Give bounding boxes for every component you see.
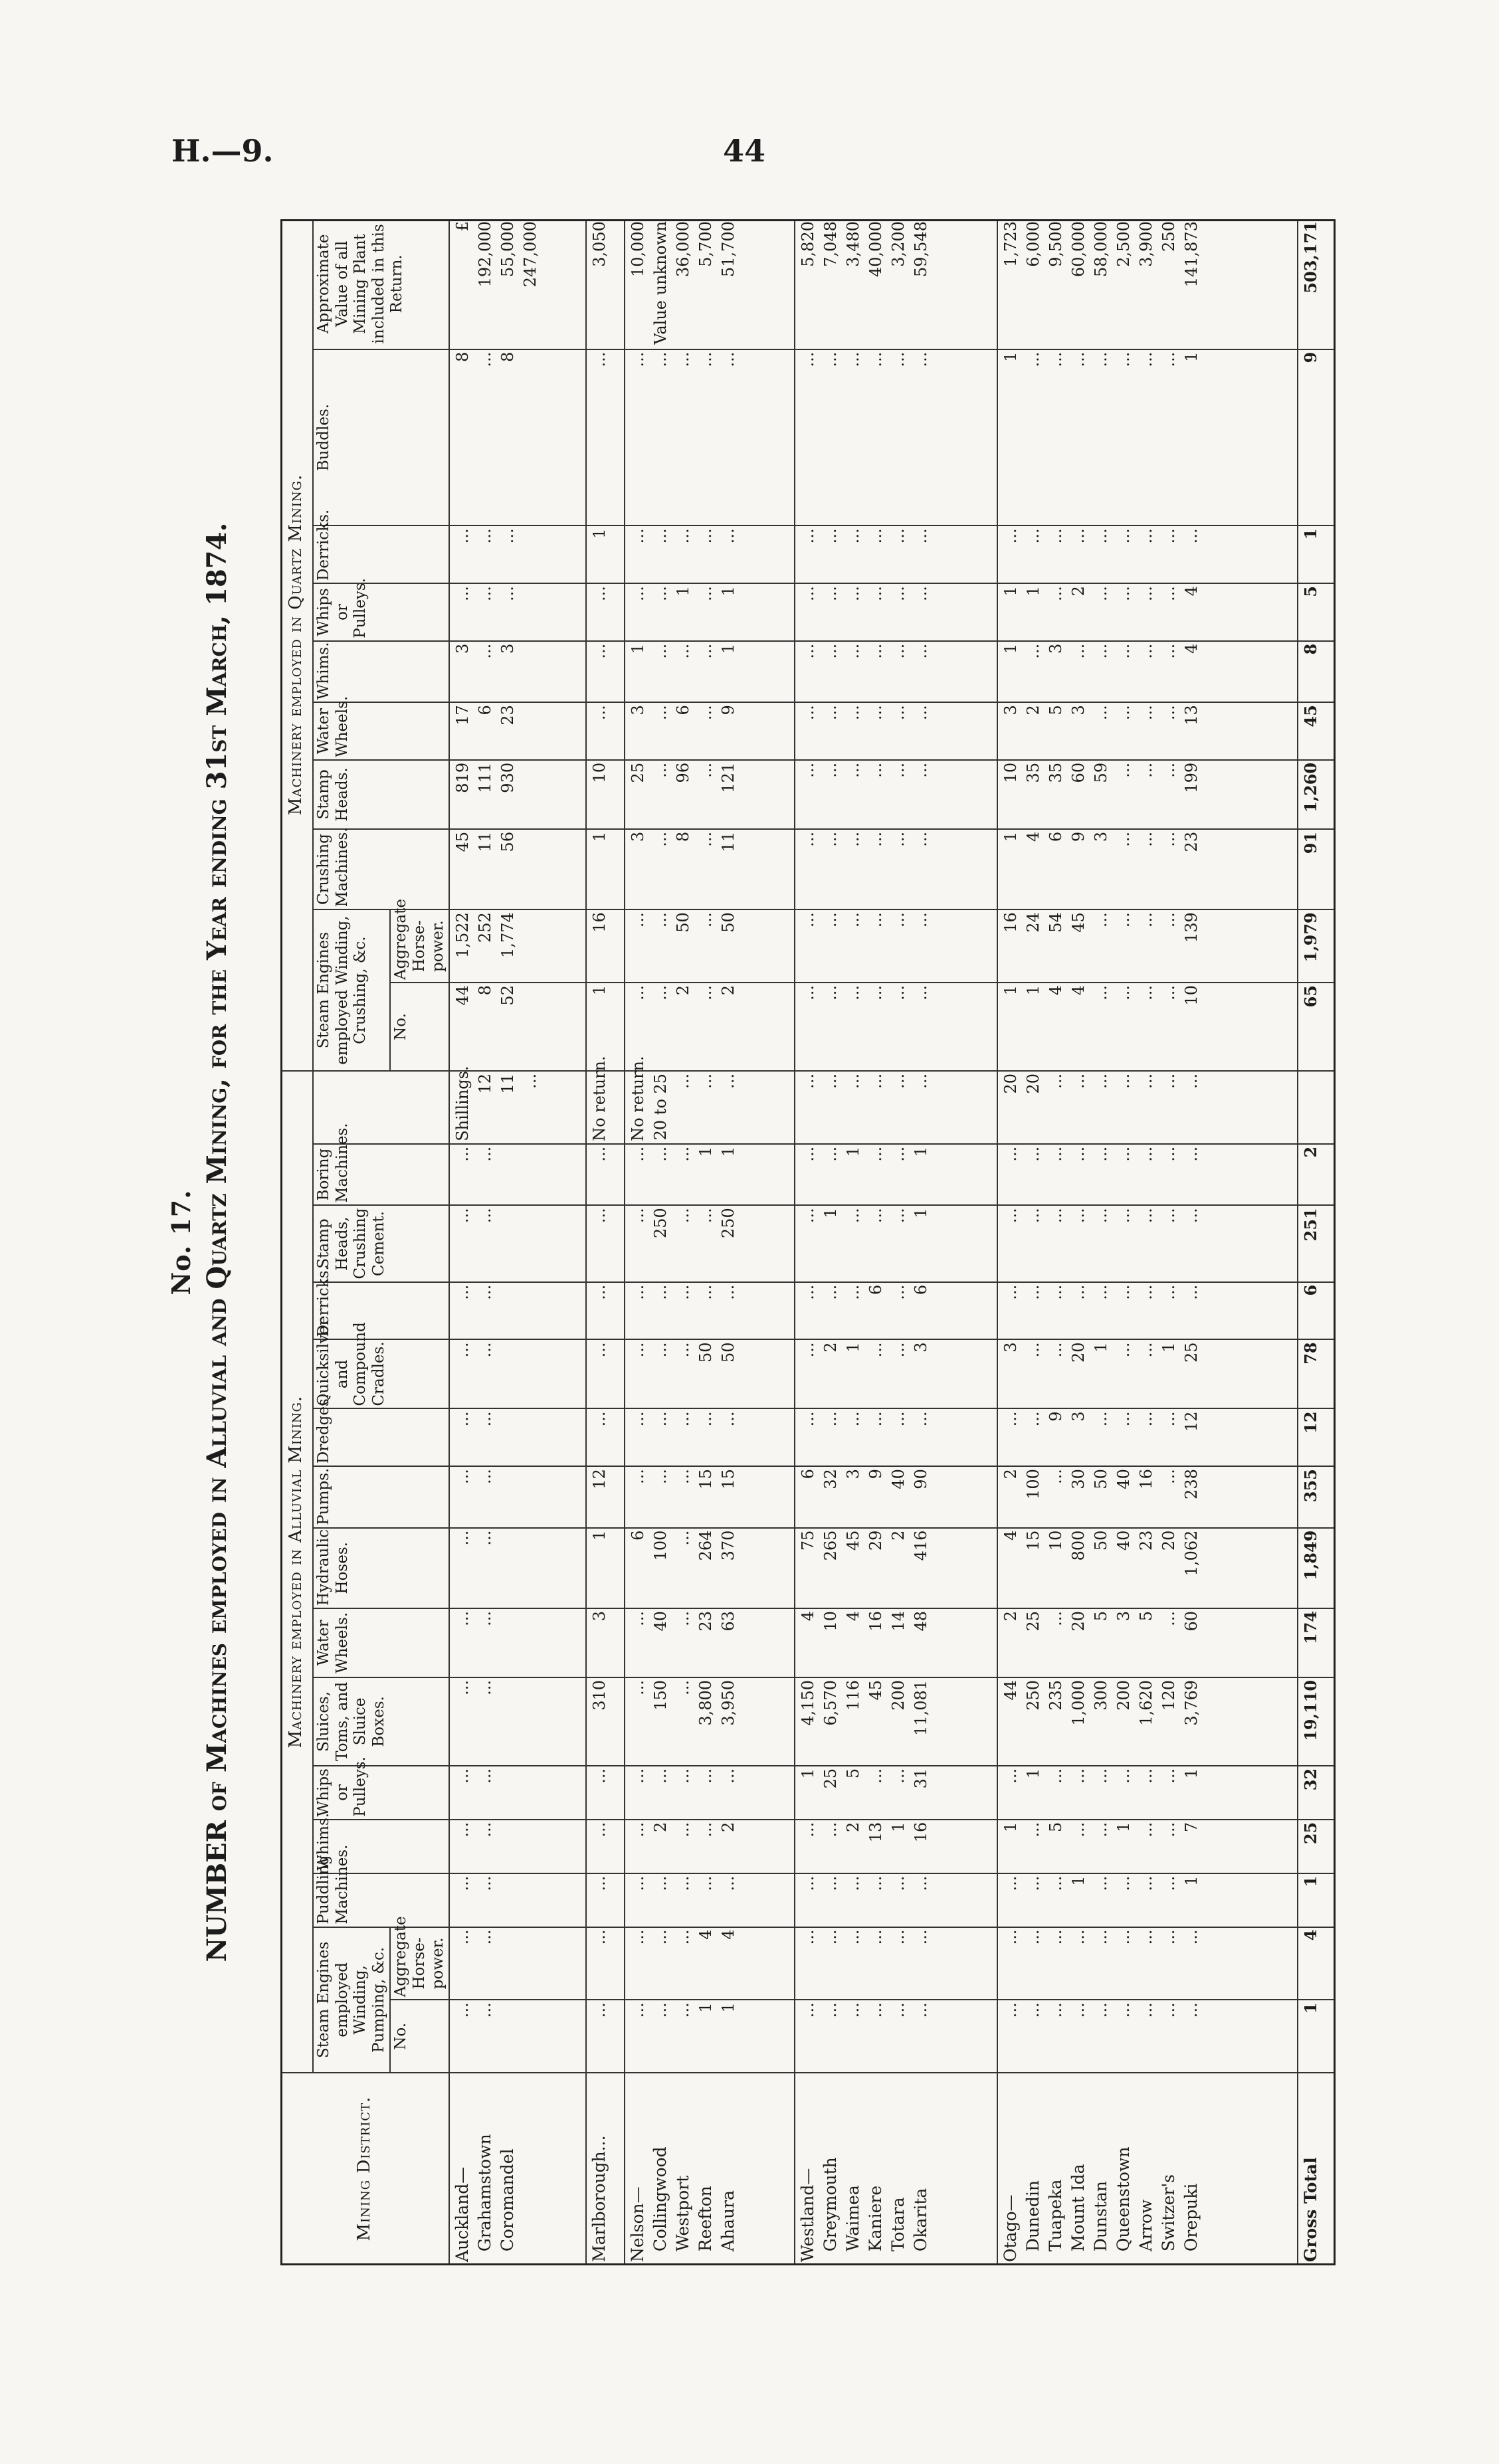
a-hp-cell: ... ... ... 4 4 xyxy=(625,1927,794,2000)
price-cell: Shillings. 12 11 ... xyxy=(449,1071,586,1144)
a-hp-cell: ... xyxy=(586,1927,625,2000)
a-hp-cell: ... ... xyxy=(449,1927,586,2000)
hoses-cell: 1 xyxy=(586,1528,625,1608)
stamp-cement-cell: ... ... xyxy=(449,1205,586,1282)
sluices-cell: 19,110 xyxy=(1298,1677,1336,1766)
q-derricks-cell: ... ... ... xyxy=(449,525,586,583)
buddles-cell: 1 ... ... ... ... ... ... ... 1 xyxy=(997,349,1298,526)
alluvial-steam-header: Steam Engines employed Winding, Pumping, &c. xyxy=(313,1927,390,2073)
q-water-cell: ... xyxy=(586,702,625,760)
q-whims-cell: 3 ... 3 xyxy=(449,641,586,702)
column-header-row xyxy=(313,219,390,2265)
group-header-row xyxy=(280,219,313,2265)
crushing-cell: 1 xyxy=(586,829,625,909)
table-title: NUMBER of Machines employed in Alluvial and Quartz Mining, for the Year ending 31st March, 1874. xyxy=(201,522,233,1962)
water-wheels-header: Water Wheels. xyxy=(313,1608,449,1677)
gross-total-row xyxy=(1298,219,1336,2265)
value-cell: 5,820 7,048 3,480 40,000 3,200 59,548 xyxy=(795,219,997,349)
q-water-cell: 17 6 23 xyxy=(449,702,586,760)
q-hp-cell: ... ... 50 ... 50 xyxy=(625,909,794,983)
crushing-cell: ... ... ... ... ... ... xyxy=(795,829,997,909)
dredges-cell: ... ... ... ... ... xyxy=(625,1408,794,1466)
q-derricks-cell: ... ... ... ... ... ... ... ... ... xyxy=(997,525,1298,583)
whips-cell: ... xyxy=(586,1766,625,1820)
rotated-page xyxy=(166,219,1336,2265)
hoses-cell: ... ... xyxy=(449,1528,586,1608)
boring-header: Boring Machines. xyxy=(313,1144,449,1205)
a-no-cell: ... ... ... 1 1 xyxy=(625,2000,794,2073)
stamp-cell: 10 35 35 60 59 ... ... ... 199 xyxy=(997,760,1298,829)
puddling-cell: ... ... ... 1 ... ... ... ... 1 xyxy=(997,1873,1298,1927)
water-cell: 3 xyxy=(586,1608,625,1677)
q-whips-cell: ... xyxy=(586,583,625,641)
q-whips-cell: 1 1 ... 2 ... ... ... ... 4 xyxy=(997,583,1298,641)
quicksilver-header: Quicksilver and Compound Cradles. xyxy=(313,1339,449,1408)
puddling-cell: ... ... xyxy=(449,1873,586,1927)
district-section-row xyxy=(586,219,625,2265)
quick-cell: ... xyxy=(586,1339,625,1408)
value-cell: 10,000 Value unknown 36,000 5,700 51,700 xyxy=(625,219,794,349)
whips-header: Whips or Pulleys. xyxy=(313,1766,449,1820)
q-water-wheels-header: Water Wheels. xyxy=(313,702,449,760)
water-cell: ... 40 ... 23 63 xyxy=(625,1608,794,1677)
pumps-cell: ... ... xyxy=(449,1466,586,1527)
derricks-cell: ... ... ... 6 ... 6 xyxy=(795,1282,997,1340)
boring-cell: ... ... xyxy=(449,1144,586,1205)
q-whims-header: Whims. xyxy=(313,641,449,702)
stamp-cell: 10 xyxy=(586,760,625,829)
q-hp-cell: ... ... ... ... ... ... xyxy=(795,909,997,983)
value-cell: 3,050 xyxy=(586,219,625,349)
district-section-row xyxy=(997,219,1298,2265)
stamp-cement-cell: ... 1 ... ... ... 1 xyxy=(795,1205,997,1282)
price-cell: No return. xyxy=(586,1071,625,1144)
quick-cell: 3 ... ... 20 1 ... ... 1 25 xyxy=(997,1339,1298,1408)
stamp-cement-cell: ... 250 ... ... 250 xyxy=(625,1205,794,1282)
q-whips-cell: 5 xyxy=(1298,583,1336,641)
district-cell: Westland— Greymouth Waimea Kaniere Totara Okarita xyxy=(795,2073,997,2265)
quartz-steam-header: Steam Engines employed Winding, Crushing, &c. xyxy=(313,909,390,1071)
quick-cell: ... 2 1 ... ... 3 xyxy=(795,1339,997,1408)
dredges-cell: ... xyxy=(586,1408,625,1466)
whims-cell: ... ... xyxy=(449,1820,586,1873)
district-cell: Nelson— Collingwood Westport Reefton Ahaura xyxy=(625,2073,794,2265)
q-no-cell: ... ... 2 ... 2 xyxy=(625,983,794,1071)
q-hp-cell: 16 24 54 45 ... ... ... ... 139 xyxy=(997,909,1298,983)
whips-cell: ... ... ... ... ... xyxy=(625,1766,794,1820)
derricks-cell: ... ... ... ... ... ... ... ... ... xyxy=(997,1282,1298,1340)
boring-cell: ... ... ... ... ... ... ... ... ... xyxy=(997,1144,1298,1205)
stamp-heads-header: Stamp Heads. xyxy=(313,760,449,829)
alluvial-no-header: No. xyxy=(390,2000,449,2073)
q-whims-cell: ... xyxy=(586,641,625,702)
quick-cell: ... ... xyxy=(449,1339,586,1408)
hydraulic-hoses-header: Hydraulic Hoses. xyxy=(313,1528,449,1608)
stamp-cement-cell: ... xyxy=(586,1205,625,1282)
puddling-cell: ... xyxy=(586,1873,625,1927)
q-no-cell: 44 8 52 xyxy=(449,983,586,1071)
whims-cell: ... 2 ... ... 2 xyxy=(625,1820,794,1873)
crushing-cell: 91 xyxy=(1298,829,1336,909)
a-no-cell: ... xyxy=(586,2000,625,2073)
district-section-row xyxy=(449,219,586,2265)
table-number: No. 17. xyxy=(166,1189,196,1295)
q-whims-cell: 1 ... 3 ... ... ... ... ... 4 xyxy=(997,641,1298,702)
dredges-header: Dredges. xyxy=(313,1408,449,1466)
a-hp-cell: 4 xyxy=(1298,1927,1336,2000)
q-whips-cell: ... ... ... xyxy=(449,583,586,641)
stamp-cell: ... ... ... ... ... ... xyxy=(795,760,997,829)
price-cell: 20 20 ... ... ... ... ... ... ... xyxy=(997,1071,1298,1144)
table-body xyxy=(449,219,1336,2265)
water-cell: ... ... xyxy=(449,1608,586,1677)
derricks-cell: ... xyxy=(586,1282,625,1340)
buddles-cell: ... xyxy=(586,349,625,526)
boring-cell: 2 xyxy=(1298,1144,1336,1205)
a-hp-cell: ... ... ... ... ... ... xyxy=(795,1927,997,2000)
quartz-hp-header: Aggregate Horse-power. xyxy=(390,909,449,983)
pumps-cell: 355 xyxy=(1298,1466,1336,1527)
table-titles xyxy=(166,219,279,2265)
sluices-cell: 310 xyxy=(586,1677,625,1766)
q-whips-header: Whips or Pulleys. xyxy=(313,583,449,641)
whips-cell: 1 25 5 ... ... 31 xyxy=(795,1766,997,1820)
alluvial-hp-header: Aggregate Horse-power. xyxy=(390,1927,449,2000)
machines-table xyxy=(280,219,1336,2265)
q-hp-cell: 16 xyxy=(586,909,625,983)
price-cell xyxy=(1298,1071,1336,1144)
value-cell: 503,171 xyxy=(1298,219,1336,349)
stamp-cement-cell: 251 xyxy=(1298,1205,1336,1282)
whims-cell: 1 ... 5 ... ... 1 ... ... 7 xyxy=(997,1820,1298,1873)
quick-cell: ... ... ... 50 50 xyxy=(625,1339,794,1408)
water-cell: 2 25 ... 20 5 3 5 ... 60 xyxy=(997,1608,1298,1677)
sluices-header: Sluices, Toms, and Sluice Boxes. xyxy=(313,1677,449,1766)
q-no-cell: 1 xyxy=(586,983,625,1071)
district-section-row xyxy=(795,219,997,2265)
stamp-cement-cell: ... ... ... ... ... ... ... ... ... xyxy=(997,1205,1298,1282)
page-number: 44 xyxy=(723,133,766,169)
q-whims-cell: 1 ... ... ... 1 xyxy=(625,641,794,702)
water-cell: 174 xyxy=(1298,1608,1336,1677)
dredges-cell: ... ... ... ... ... ... xyxy=(795,1408,997,1466)
quick-cell: 78 xyxy=(1298,1339,1336,1408)
a-no-cell: ... ... ... ... ... ... xyxy=(795,2000,997,2073)
q-derricks-cell: 1 xyxy=(1298,525,1336,583)
alluvial-group-header: Machinery employed in Alluvial Mining. xyxy=(280,1071,313,2073)
q-no-cell: ... ... ... ... ... ... xyxy=(795,983,997,1071)
rotated-table-container xyxy=(166,219,1336,2265)
q-no-cell: 1 1 4 4 ... ... ... ... 10 xyxy=(997,983,1298,1071)
whims-cell: ... xyxy=(586,1820,625,1873)
district-cell: Gross Total xyxy=(1298,2073,1336,2265)
q-water-cell: 3 2 5 3 ... ... ... ... 13 xyxy=(997,702,1298,760)
district-section-row xyxy=(625,219,794,2265)
pumps-cell: 6 32 3 9 40 90 xyxy=(795,1466,997,1527)
q-hp-cell: 1,979 xyxy=(1298,909,1336,983)
district-header: Mining District. xyxy=(280,2073,449,2265)
dredges-cell: 12 xyxy=(1298,1408,1336,1466)
whims-cell: 25 xyxy=(1298,1820,1336,1873)
buddles-cell: ... ... ... ... ... ... xyxy=(795,349,997,526)
dredges-cell: ... ... xyxy=(449,1408,586,1466)
value-cell: £ 192,000 55,000 247,000 xyxy=(449,219,586,349)
a-hp-cell: ... ... ... ... ... ... ... ... ... xyxy=(997,1927,1298,2000)
q-whips-cell: ... ... ... ... ... ... xyxy=(795,583,997,641)
hoses-cell: 1,849 xyxy=(1298,1528,1336,1608)
q-derricks-cell: 1 xyxy=(586,525,625,583)
value-cell: 1,723 6,000 9,500 60,000 58,000 2,500 3,900 250 141,873 xyxy=(997,219,1298,349)
crushing-cell: 3 ... 8 ... 11 xyxy=(625,829,794,909)
q-whims-cell: ... ... ... ... ... ... xyxy=(795,641,997,702)
whips-cell: 32 xyxy=(1298,1766,1336,1820)
q-water-cell: 45 xyxy=(1298,702,1336,760)
whims-header: Whims. xyxy=(313,1820,449,1873)
buddles-cell: ... ... ... ... ... xyxy=(625,349,794,526)
pumps-header: Pumps. xyxy=(313,1466,449,1527)
whips-cell: ... ... xyxy=(449,1766,586,1820)
price-cell: ... ... ... ... ... ... xyxy=(795,1071,997,1144)
crushing-cell: 1 4 6 9 3 ... ... ... 23 xyxy=(997,829,1298,909)
a-no-cell: ... ... ... ... ... ... ... ... ... xyxy=(997,2000,1298,2073)
pumps-cell: ... ... ... 15 15 xyxy=(625,1466,794,1527)
buddles-cell: 9 xyxy=(1298,349,1336,526)
boring-cell: ... ... 1 ... ... 1 xyxy=(795,1144,997,1205)
puddling-cell: ... ... ... ... ... ... xyxy=(795,1873,997,1927)
stamp-cell: 819 111 930 xyxy=(449,760,586,829)
hoses-cell: 6 100 ... 264 370 xyxy=(625,1528,794,1608)
district-cell: Otago— Dunedin Tuapeka Mount Ida Dunstan Queenstown Arrow Switzer's Orepuki xyxy=(997,2073,1298,2265)
q-derricks-cell: ... ... ... ... ... ... xyxy=(795,525,997,583)
dredges-cell: ... ... 9 3 ... ... ... ... 12 xyxy=(997,1408,1298,1466)
q-whims-cell: 8 xyxy=(1298,641,1336,702)
value-header: Approximate Value of all Mining Plant included in this Return. xyxy=(313,219,449,349)
buddles-header: Buddles. xyxy=(313,349,449,526)
boring-cell: ... ... ... 1 1 xyxy=(625,1144,794,1205)
stamp-cell: 1,260 xyxy=(1298,760,1336,829)
quartz-group-header: Machinery employed in Quartz Mining. xyxy=(280,219,313,1071)
derricks-cell: ... ... xyxy=(449,1282,586,1340)
derricks-cell: 6 xyxy=(1298,1282,1336,1340)
buddles-cell: 8 ... 8 xyxy=(449,349,586,526)
hoses-cell: 4 15 10 800 50 40 23 20 1,062 xyxy=(997,1528,1298,1608)
puddling-cell: ... ... ... ... ... xyxy=(625,1873,794,1927)
derricks-header: Derricks. xyxy=(313,1282,449,1340)
q-no-cell: 65 xyxy=(1298,983,1336,1071)
derricks-cell: ... ... ... ... ... xyxy=(625,1282,794,1340)
q-whips-cell: ... ... 1 ... 1 xyxy=(625,583,794,641)
page-ref: H.—9. xyxy=(171,133,274,169)
sluices-cell: ... 150 ... 3,800 3,950 xyxy=(625,1677,794,1766)
a-no-cell: 1 xyxy=(1298,2000,1336,2073)
q-water-cell: ... ... ... ... ... ... xyxy=(795,702,997,760)
whims-cell: ... ... 2 13 1 16 xyxy=(795,1820,997,1873)
stamp-cell: 25 ... 96 ... 121 xyxy=(625,760,794,829)
crushing-header: Crushing Machines. xyxy=(313,829,449,909)
q-derricks-header: Derricks. xyxy=(313,525,449,583)
q-hp-cell: 1,522 252 1,774 xyxy=(449,909,586,983)
puddling-header: Puddling Machines. xyxy=(313,1873,449,1927)
boring-cell: ... xyxy=(586,1144,625,1205)
district-cell: Marlborough... xyxy=(586,2073,625,2265)
water-cell: 4 10 4 16 14 48 xyxy=(795,1608,997,1677)
hoses-cell: 75 265 45 29 2 416 xyxy=(795,1528,997,1608)
a-no-cell: ... ... xyxy=(449,2000,586,2073)
price-cell: No return. 20 to 25 ... ... ... xyxy=(625,1071,794,1144)
crushing-cell: 45 11 56 xyxy=(449,829,586,909)
quartz-no-header: No. xyxy=(390,983,449,1071)
sluices-cell: ... ... xyxy=(449,1677,586,1766)
pumps-cell: 2 100 ... 30 50 40 16 ... 238 xyxy=(997,1466,1298,1527)
pumps-cell: 12 xyxy=(586,1466,625,1527)
sluices-cell: 44 250 235 1,000 300 200 1,620 120 3,769 xyxy=(997,1677,1298,1766)
sluices-cell: 4,150 6,570 116 45 200 11,081 xyxy=(795,1677,997,1766)
puddling-cell: 1 xyxy=(1298,1873,1336,1927)
stamp-cement-header: Stamp Heads, Crushing Cement. xyxy=(313,1205,449,1282)
whips-cell: ... 1 ... ... ... ... ... ... 1 xyxy=(997,1766,1298,1820)
q-derricks-cell: ... ... ... ... ... xyxy=(625,525,794,583)
q-water-cell: 3 ... 6 ... 9 xyxy=(625,702,794,760)
district-cell: Auckland— Grahamstown Coromandel xyxy=(449,2073,586,2265)
